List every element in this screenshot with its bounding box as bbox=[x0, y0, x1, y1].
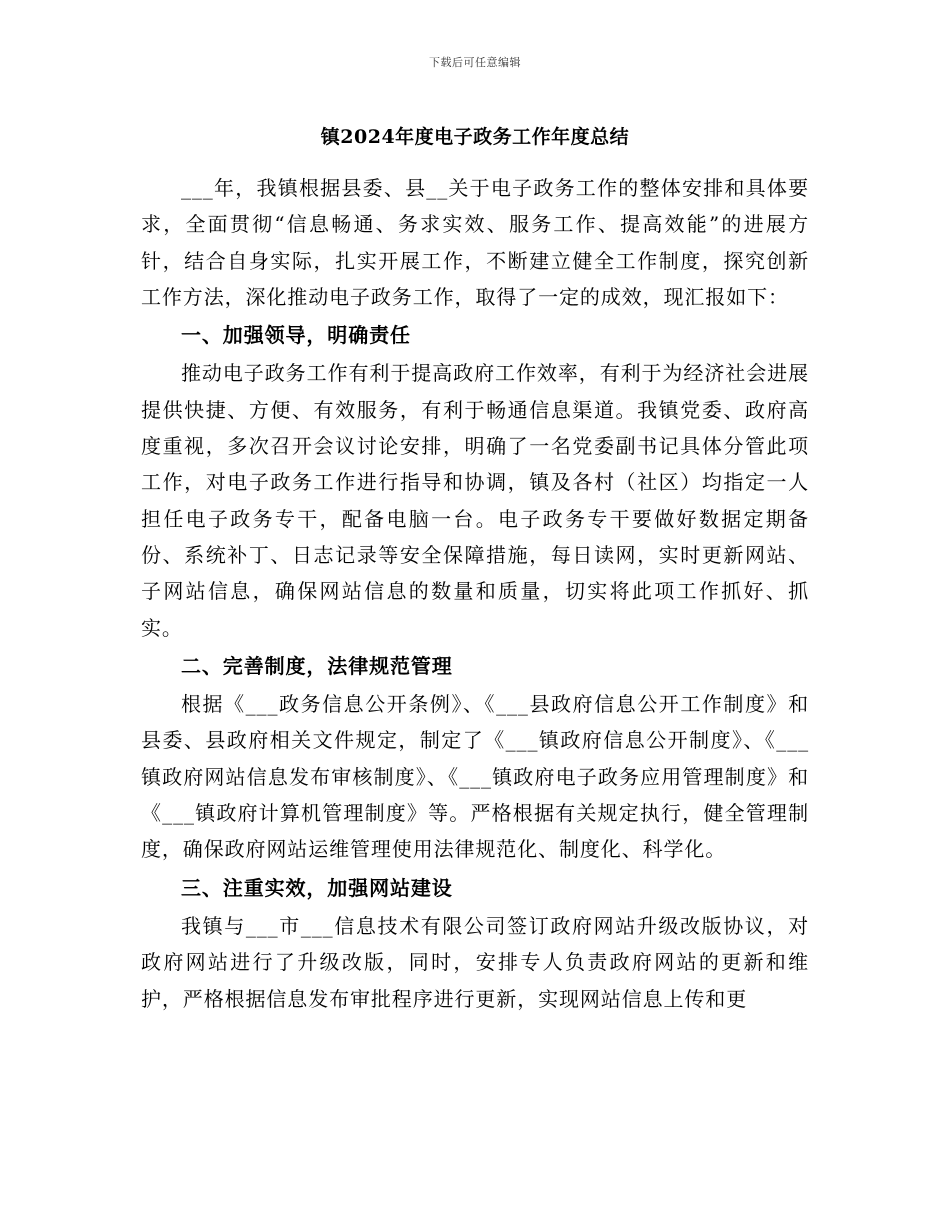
section-paragraph-2: 根据《___政务信息公开条例》、《___县政府信息公开工作制度》和县委、县政府相关文件规定，制定了《___镇政府信息公开制度》、《___镇政府网站信息发布审核制度》、《___镇政府电子政务应用管理制度》和《___镇政府计算机管理制度》等。严格根据有关规定执行，健全管理制度，确保政府网站运维管理使用法律规范化、制度化、科学化。 bbox=[141, 692, 809, 862]
document-title: 镇2024年度电子政务工作年度总结 bbox=[320, 126, 630, 148]
section-heading-3: 三、注重实效，加强网站建设 bbox=[181, 875, 453, 900]
intro-paragraph: ___年，我镇根据县委、县__关于电子政务工作的整体安排和具体要求，全面贯彻“信息畅通、务求实效、服务工作、提高效能”的进展方针，结合自身实际，扎实开展工作，不断建立健全工作制度，探究创新工作方法，深化推动电子政务工作，取得了一定的成效，现汇报如下： bbox=[141, 176, 809, 309]
section-heading-2: 二、完善制度，法律规范管理 bbox=[181, 653, 453, 678]
section-paragraph-3: 我镇与___市___信息技术有限公司签订政府网站升级改版协议，对政府网站进行了升级改版，同时，安排专人负责政府网站的更新和维护，严格根据信息发布审批程序进行更新，实现网站信息上传和更 bbox=[141, 913, 809, 1011]
section-paragraph-1: 推动电子政务工作有利于提高政府工作效率，有利于为经济社会进展提供快捷、方便、有效服务，有利于畅通信息渠道。我镇党委、政府高度重视，多次召开会议讨论安排，明确了一名党委副书记具体分管此项工作，对电子政务工作进行指导和协调，镇及各村（社区）均指定一人担任电子政务专干，配备电脑一台。电子政务专干要做好数据定期备份、系统补丁、日志记录等安全保障措施，每日读网，实时更新网站、子网站信息，确保网站信息的数量和质量，切实将此项工作抓好、抓实。 bbox=[141, 361, 809, 640]
section-heading-1: 一、加强领导，明确责任 bbox=[181, 323, 411, 348]
page-header-note: 下载后可任意编辑 bbox=[429, 56, 521, 69]
document-body bbox=[141, 170, 809, 1017]
